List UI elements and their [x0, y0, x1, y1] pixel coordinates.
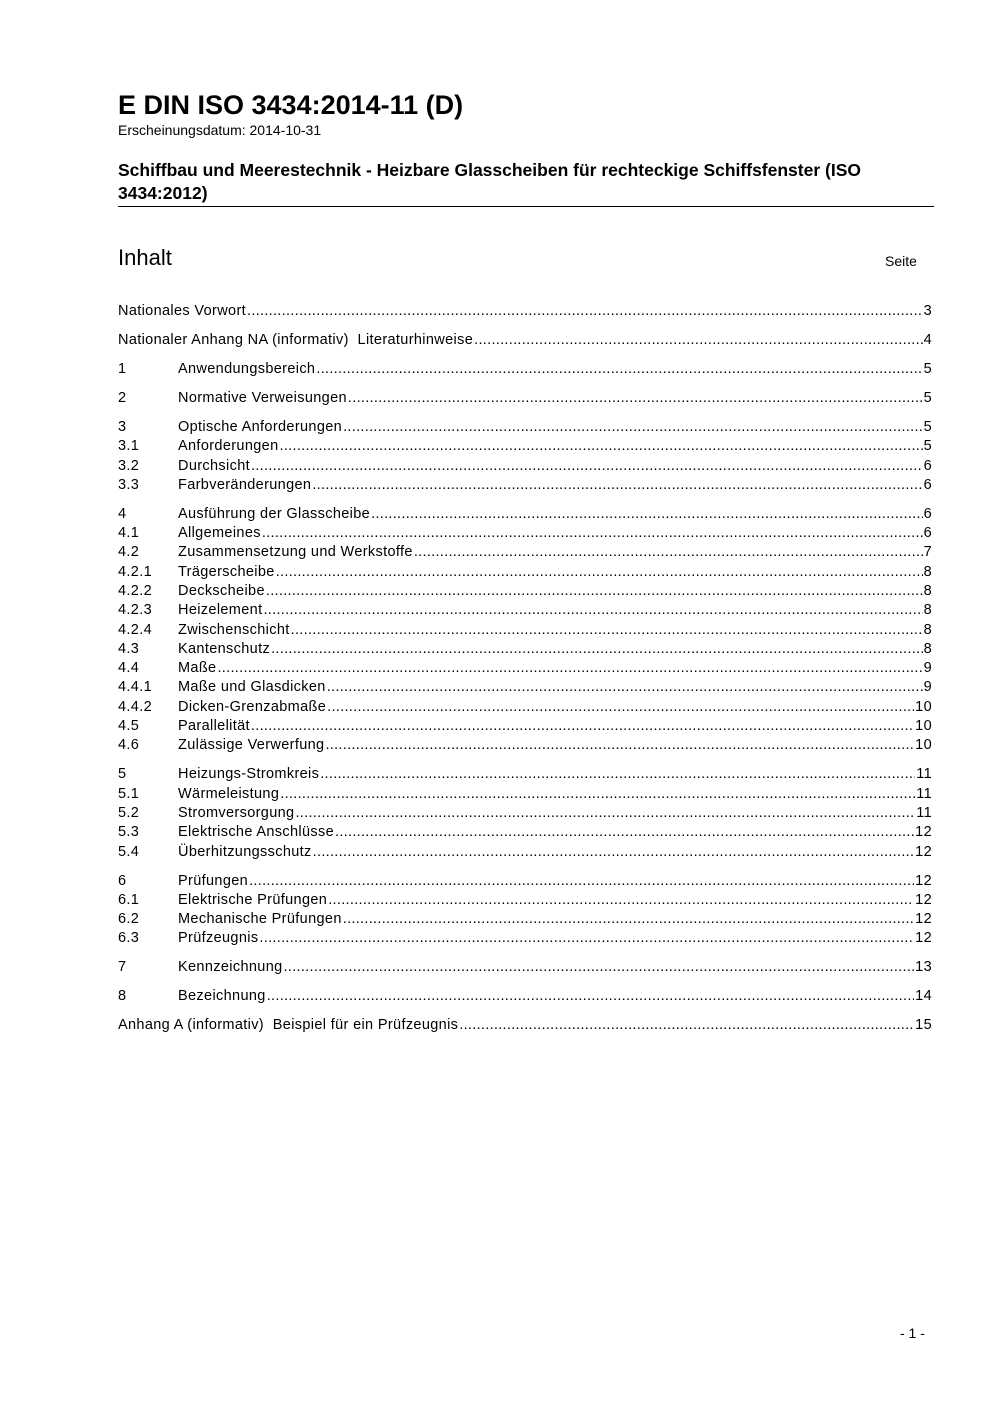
- toc-entry-number: 1: [118, 360, 127, 377]
- toc-entry-page: 5: [923, 389, 932, 406]
- toc-entry-page: 5: [923, 418, 932, 435]
- toc-entry-title-prefix: Nationaler Anhang NA: [118, 331, 273, 348]
- toc-entry[interactable]: [118, 389, 932, 408]
- toc-entry-title: Bezeichnung: [178, 988, 266, 1005]
- toc-entry-number: 5.4: [118, 843, 140, 860]
- toc-entry-title: Maße: [178, 660, 217, 677]
- toc-entry[interactable]: [118, 804, 932, 823]
- toc-entry-title: Prüfungen: [178, 872, 249, 889]
- toc-dot-leader: [328, 891, 914, 910]
- toc-entry-number: 6.1: [118, 891, 140, 908]
- toc-entry-page: 10: [915, 737, 932, 754]
- toc-entry-page: 15: [915, 1017, 932, 1034]
- publication-date: Erscheinungsdatum: 2014-10-31: [118, 122, 322, 138]
- toc-entry-title: Farbveränderungen: [178, 476, 312, 493]
- toc-dot-leader: [291, 621, 923, 640]
- toc-entry-number: 5.3: [118, 824, 140, 841]
- toc-entry-number: 3: [118, 418, 127, 435]
- toc-entry-title: Stromversorgung: [178, 804, 295, 821]
- toc-entry[interactable]: [118, 418, 932, 437]
- toc-entry-title: Kennzeichnung: [178, 959, 283, 976]
- toc-dot-leader: [474, 331, 922, 350]
- toc-entry-number: 4.4.2: [118, 698, 152, 715]
- toc-dot-leader: [325, 736, 914, 755]
- toc-dot-leader: [313, 843, 915, 862]
- toc-entry-informative-tag: (informativ): [272, 331, 349, 348]
- toc-entry-title-suffix: Literaturhinweise: [348, 331, 474, 348]
- toc-entry-page: 8: [923, 583, 932, 599]
- toc-entry-title: Anforderungen: [178, 438, 279, 455]
- toc-group: [118, 987, 932, 1006]
- toc-entry-page: 10: [915, 718, 932, 735]
- toc-group: [118, 958, 932, 977]
- toc-dot-leader: [263, 601, 922, 620]
- toc-dot-leader: [271, 640, 923, 659]
- toc-group: [118, 302, 932, 321]
- toc-entry-number: 6.2: [118, 911, 140, 928]
- toc-group: [118, 389, 932, 408]
- toc-entry-number: 8: [118, 988, 127, 1005]
- toc-entry-title: Normative Verweisungen: [178, 389, 347, 406]
- toc-entry[interactable]: [118, 958, 932, 977]
- toc-entry-title: Dicken-Grenzabmaße: [178, 698, 327, 715]
- toc-entry-title-prefix: Anhang A: [118, 1017, 188, 1034]
- table-of-contents: [118, 302, 932, 1045]
- toc-entry-number: 4.4.1: [118, 679, 152, 696]
- toc-entry-page: 11: [916, 804, 932, 821]
- toc-entry[interactable]: [118, 765, 932, 784]
- toc-entry-informative-tag: (informativ): [187, 1017, 264, 1034]
- toc-entry-page: 14: [915, 988, 932, 1005]
- toc-group: [118, 872, 932, 949]
- toc-entry-title: Kantenschutz: [178, 640, 271, 657]
- title-divider: [118, 206, 934, 207]
- toc-entry-title: Zulässige Verwerfung: [178, 737, 325, 754]
- toc-dot-leader: [266, 582, 923, 601]
- toc-entry-number: 4.1: [118, 525, 140, 542]
- toc-entry-title-suffix: Beispiel für ein Prüfzeugnis: [264, 1017, 459, 1034]
- toc-entry-title: Allgemeines: [178, 525, 261, 542]
- toc-dot-leader: [267, 987, 914, 1006]
- toc-group: [118, 331, 932, 350]
- toc-entry-number: 3.2: [118, 457, 140, 474]
- toc-entry-number: 3.3: [118, 476, 140, 493]
- toc-entry-title: Elektrische Anschlüsse: [178, 824, 334, 841]
- toc-entry[interactable]: [118, 678, 932, 697]
- toc-entry-title: Parallelität: [178, 718, 250, 735]
- toc-entry-page: 4: [923, 331, 932, 348]
- toc-entry-number: 4.3: [118, 640, 140, 657]
- toc-entry-page: 12: [915, 911, 932, 928]
- toc-group: [118, 360, 932, 379]
- toc-entry-page: 8: [923, 563, 932, 580]
- toc-entry-number: 3.1: [118, 438, 140, 455]
- toc-entry-page: 5: [923, 360, 932, 377]
- toc-dot-leader: [459, 1016, 914, 1035]
- toc-dot-leader: [259, 929, 914, 948]
- toc-group: [118, 418, 932, 495]
- toc-entry[interactable]: [118, 843, 932, 862]
- toc-entry-title: Trägerscheibe: [178, 563, 275, 580]
- toc-entry[interactable]: [118, 910, 932, 929]
- toc-entry[interactable]: [118, 302, 932, 321]
- toc-dot-leader: [343, 910, 914, 929]
- toc-group: [118, 505, 932, 756]
- toc-entry[interactable]: [118, 601, 932, 620]
- toc-entry-number: 4.2.3: [118, 602, 152, 619]
- toc-entry-page: 11: [916, 766, 932, 783]
- toc-entry[interactable]: [118, 736, 932, 755]
- toc-entry-number: 2: [118, 389, 127, 406]
- toc-entry-page: 3: [923, 303, 932, 319]
- toc-entry-title: Prüfzeugnis: [178, 930, 259, 947]
- toc-heading: Inhalt: [118, 245, 172, 270]
- toc-entry-number: 4.2.2: [118, 583, 152, 599]
- toc-entry-number: 4.2.1: [118, 563, 152, 580]
- toc-page-label: Seite: [885, 253, 917, 269]
- toc-entry-page: 12: [915, 891, 932, 908]
- toc-entry-number: 4.4: [118, 660, 140, 677]
- toc-dot-leader: [247, 302, 923, 321]
- toc-entry-title: Maße und Glasdicken: [178, 679, 326, 696]
- document-title: Schiffbau und Meerestechnik - Heizbare Glasscheiben für rechteckige Schiffsfenster (ISO 3434:2012): [118, 160, 861, 203]
- toc-entry-number: 4: [118, 505, 127, 522]
- toc-entry-page: 8: [923, 602, 932, 619]
- toc-entry-page: 12: [915, 843, 932, 860]
- toc-entry-title: Mechanische Prüfungen: [178, 911, 342, 928]
- toc-dot-leader: [284, 958, 915, 977]
- toc-entry-title: Zwischenschicht: [178, 621, 290, 638]
- toc-entry-title: Heizelement: [178, 602, 263, 619]
- toc-entry[interactable]: [118, 476, 932, 495]
- toc-entry[interactable]: [118, 524, 932, 543]
- toc-dot-leader: [251, 457, 923, 476]
- toc-entry-number: 4.6: [118, 737, 140, 754]
- toc-dot-leader: [280, 437, 923, 456]
- toc-entry[interactable]: [118, 640, 932, 659]
- toc-entry[interactable]: [118, 582, 932, 601]
- toc-dot-leader: [312, 476, 922, 495]
- toc-entry-title: [118, 1016, 458, 1035]
- toc-group: [118, 1016, 932, 1035]
- toc-entry[interactable]: [118, 929, 932, 948]
- toc-entry-page: 6: [923, 525, 932, 542]
- toc-entry-title: Heizungs-Stromkreis: [178, 766, 320, 783]
- toc-entry-page: 12: [915, 872, 932, 889]
- toc-entry[interactable]: [118, 621, 932, 640]
- toc-dot-leader: [327, 678, 923, 697]
- toc-dot-leader: [316, 360, 922, 379]
- toc-entry-title: Überhitzungsschutz: [178, 843, 312, 860]
- toc-entry-page: 6: [923, 476, 932, 493]
- toc-entry[interactable]: [118, 563, 932, 582]
- toc-entry-page: 10: [915, 698, 932, 715]
- toc-entry[interactable]: [118, 543, 932, 562]
- toc-entry-number: 5: [118, 766, 127, 783]
- toc-entry-number: 6: [118, 872, 127, 889]
- toc-dot-leader: [280, 785, 915, 804]
- toc-dot-leader: [249, 872, 914, 891]
- document-id: E DIN ISO 3434:2014-11 (D): [118, 90, 464, 120]
- toc-entry[interactable]: [118, 717, 932, 736]
- toc-entry-page: 8: [923, 640, 932, 657]
- toc-entry-page: 11: [916, 785, 932, 802]
- toc-entry-number: 4.2: [118, 544, 140, 561]
- toc-entry-title: Durchsicht: [178, 457, 250, 474]
- toc-entry[interactable]: [118, 987, 932, 1006]
- toc-dot-leader: [217, 659, 922, 678]
- toc-entry-page: 7: [923, 544, 932, 561]
- toc-dot-leader: [414, 543, 923, 562]
- toc-entry-title: Ausführung der Glasscheibe: [178, 505, 371, 522]
- toc-entry[interactable]: [118, 823, 932, 842]
- toc-entry[interactable]: [118, 331, 932, 350]
- toc-entry-title: Zusammensetzung und Werkstoffe: [178, 544, 413, 561]
- toc-entry[interactable]: [118, 659, 932, 678]
- toc-entry-number: 5.2: [118, 804, 140, 821]
- toc-entry-title: Anwendungsbereich: [178, 360, 316, 377]
- toc-dot-leader: [343, 418, 922, 437]
- toc-entry-number: 7: [118, 959, 127, 976]
- toc-dot-leader: [295, 804, 915, 823]
- toc-entry-page: 12: [915, 930, 932, 947]
- toc-entry[interactable]: [118, 872, 932, 891]
- toc-entry-page: 13: [915, 959, 932, 976]
- toc-entry-page: 6: [923, 505, 932, 522]
- toc-entry-number: 6.3: [118, 930, 140, 947]
- page-number: - 1 -: [900, 1325, 925, 1341]
- toc-entry-title: Deckscheibe: [178, 583, 265, 599]
- toc-entry-title: Nationales Vorwort: [118, 303, 246, 319]
- toc-entry-number: 4.5: [118, 718, 140, 735]
- toc-entry-title: Elektrische Prüfungen: [178, 891, 328, 908]
- toc-entry[interactable]: [118, 1016, 932, 1035]
- toc-dot-leader: [348, 389, 923, 408]
- toc-entry-page: 9: [923, 660, 932, 677]
- toc-entry[interactable]: [118, 785, 932, 804]
- toc-entry[interactable]: [118, 360, 932, 379]
- toc-dot-leader: [251, 717, 914, 736]
- toc-dot-leader: [276, 563, 923, 582]
- toc-dot-leader: [320, 765, 915, 784]
- toc-dot-leader: [262, 524, 923, 543]
- toc-entry[interactable]: [118, 437, 932, 456]
- toc-entry-title: Wärmeleistung: [178, 785, 280, 802]
- toc-entry-page: 9: [923, 679, 932, 696]
- toc-entry-title: [118, 331, 473, 350]
- toc-group: [118, 765, 932, 861]
- toc-entry-page: 5: [923, 438, 932, 455]
- toc-dot-leader: [371, 505, 923, 524]
- toc-entry[interactable]: [118, 505, 932, 524]
- toc-entry[interactable]: [118, 698, 932, 717]
- toc-entry-page: 8: [923, 621, 932, 638]
- toc-dot-leader: [327, 698, 914, 717]
- toc-entry-title: Optische Anforderungen: [178, 418, 343, 435]
- toc-entry[interactable]: [118, 457, 932, 476]
- toc-dot-leader: [335, 823, 914, 842]
- toc-entry[interactable]: [118, 891, 932, 910]
- toc-entry-page: 6: [923, 457, 932, 474]
- toc-entry-number: 4.2.4: [118, 621, 152, 638]
- toc-entry-page: 12: [915, 824, 932, 841]
- toc-entry-number: 5.1: [118, 785, 140, 802]
